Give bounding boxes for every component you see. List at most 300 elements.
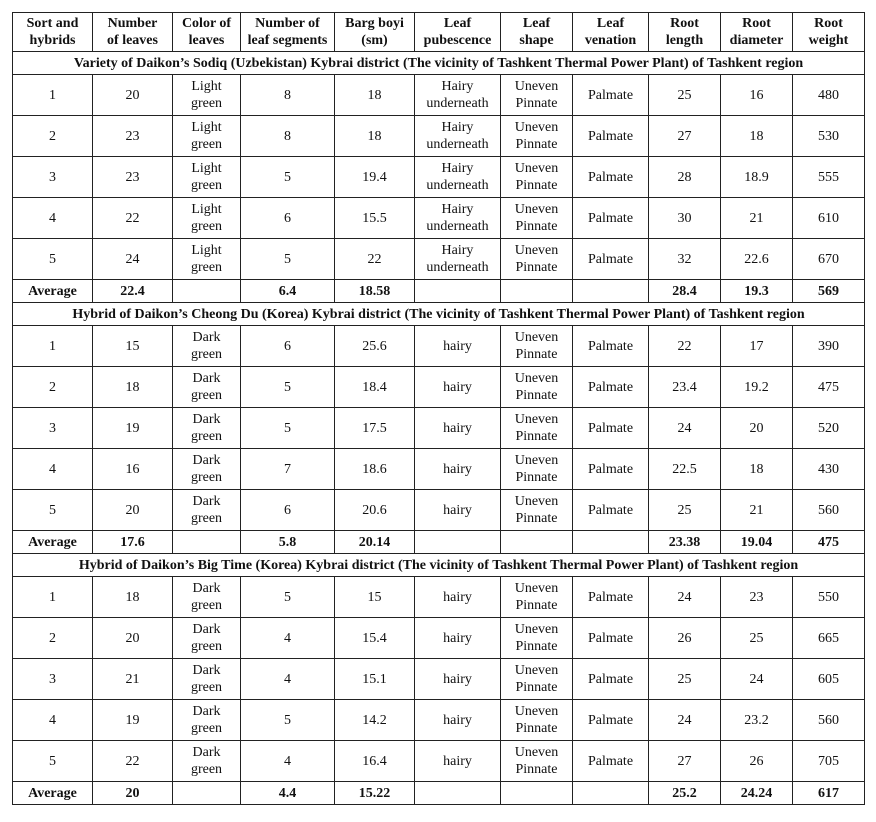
leaf-shape-cell-line: Pinnate xyxy=(515,680,558,695)
root-diameter-cell: 25 xyxy=(721,618,793,659)
leaf-pubescence-cell-line: hairy xyxy=(443,753,472,769)
root-weight-cell: 670 xyxy=(793,239,865,280)
root-length-cell: 24 xyxy=(649,700,721,741)
barg-boyi-cell: 18.6 xyxy=(335,449,415,490)
leaf-pubescence-cell xyxy=(415,367,501,408)
leaf-venation-cell: Palmate xyxy=(573,326,649,367)
root-diameter-cell: 23.2 xyxy=(721,700,793,741)
leaf-pubescence-cell-line: Hairy xyxy=(441,161,474,176)
sort-id-cell: 5 xyxy=(13,239,93,280)
column-header-line: Number of xyxy=(255,16,320,31)
root-weight-cell: 610 xyxy=(793,198,865,239)
leaf-color-cell-line: green xyxy=(190,721,223,736)
leaf-shape-cell-line: Uneven xyxy=(514,243,559,258)
leaf-segments-cell: 5 xyxy=(241,157,335,198)
header-row xyxy=(13,13,865,52)
leaf-pubescence-cell-line: Hairy xyxy=(441,243,474,258)
leaf-color-cell-line: Light xyxy=(191,161,222,176)
leaf-shape-cell xyxy=(501,449,573,490)
empty-cell xyxy=(501,280,573,303)
leaf-venation-cell: Palmate xyxy=(573,239,649,280)
leaf-venation-cell: Palmate xyxy=(573,490,649,531)
sort-id-cell: 5 xyxy=(13,490,93,531)
empty-cell xyxy=(573,531,649,554)
leaf-shape-cell xyxy=(501,408,573,449)
column-header xyxy=(173,13,241,52)
avg-diameter-cell: 19.04 xyxy=(721,531,793,554)
root-length-cell: 23.4 xyxy=(649,367,721,408)
leaf-color-cell xyxy=(173,659,241,700)
column-header-line: Leaf xyxy=(596,16,625,31)
section-row xyxy=(13,52,865,75)
leaf-color-cell-line: Dark xyxy=(192,704,221,719)
leaf-shape-cell-line: Pinnate xyxy=(515,721,558,736)
leaf-pubescence-cell xyxy=(415,700,501,741)
column-header-line: Leaf xyxy=(522,16,551,31)
leaf-segments-cell: 5 xyxy=(241,408,335,449)
barg-boyi-cell: 20.6 xyxy=(335,490,415,531)
leaf-pubescence-cell xyxy=(415,741,501,782)
leaf-venation-cell: Palmate xyxy=(573,659,649,700)
column-header-line: hybrids xyxy=(29,33,76,48)
leaf-shape-cell-line: Pinnate xyxy=(515,347,558,362)
leaf-color-cell-line: Light xyxy=(191,243,222,258)
leaf-color-cell-line: green xyxy=(190,219,223,234)
barg-boyi-cell: 15.4 xyxy=(335,618,415,659)
leaf-venation-cell: Palmate xyxy=(573,700,649,741)
leaf-pubescence-cell-line: hairy xyxy=(443,502,472,518)
barg-boyi-cell: 17.5 xyxy=(335,408,415,449)
root-weight-cell: 475 xyxy=(793,367,865,408)
column-header xyxy=(721,13,793,52)
leaf-pubescence-cell-line: underneath xyxy=(426,219,489,234)
leaf-shape-cell xyxy=(501,618,573,659)
column-header-line: length xyxy=(665,33,704,48)
leaf-segments-cell: 8 xyxy=(241,116,335,157)
empty-cell xyxy=(501,531,573,554)
avg-leaves-cell: 22.4 xyxy=(93,280,173,303)
section-title: Variety of Daikon’s Sodiq (Uzbekistan) Kybrai district (The vicinity of Tashkent Thermal Power Plant) of Tashkent region xyxy=(13,52,865,75)
root-weight-cell: 520 xyxy=(793,408,865,449)
empty-cell xyxy=(173,531,241,554)
leaf-color-cell-line: green xyxy=(190,96,223,111)
leaf-shape-cell-line: Uneven xyxy=(514,120,559,135)
avg-weight-cell: 617 xyxy=(793,782,865,805)
leaf-color-cell xyxy=(173,367,241,408)
leaf-shape-cell-line: Pinnate xyxy=(515,598,558,613)
avg-weight-cell: 475 xyxy=(793,531,865,554)
daikon-comparison-table xyxy=(12,12,865,805)
leaf-venation-cell: Palmate xyxy=(573,75,649,116)
section-row xyxy=(13,554,865,577)
leaf-pubescence-cell xyxy=(415,408,501,449)
sort-id-cell: 5 xyxy=(13,741,93,782)
table-row xyxy=(13,326,865,367)
root-weight-cell: 705 xyxy=(793,741,865,782)
barg-boyi-cell: 15 xyxy=(335,577,415,618)
column-header xyxy=(649,13,721,52)
root-diameter-cell: 26 xyxy=(721,741,793,782)
leaf-color-cell-line: green xyxy=(190,178,223,193)
column-header-line: Root xyxy=(742,16,771,31)
sort-id-cell: 4 xyxy=(13,449,93,490)
avg-barg-cell: 15.22 xyxy=(335,782,415,805)
leaf-segments-cell: 4 xyxy=(241,618,335,659)
root-diameter-cell: 16 xyxy=(721,75,793,116)
column-header-line: (sm) xyxy=(361,33,388,48)
avg-barg-cell: 20.14 xyxy=(335,531,415,554)
table-row xyxy=(13,239,865,280)
leaf-shape-cell-line: Pinnate xyxy=(515,96,558,111)
leaf-shape-cell xyxy=(501,198,573,239)
leaf-color-cell xyxy=(173,239,241,280)
sort-id-cell: 2 xyxy=(13,367,93,408)
table-row xyxy=(13,367,865,408)
leaves-count-cell: 23 xyxy=(93,157,173,198)
leaves-count-cell: 15 xyxy=(93,326,173,367)
leaf-color-cell-line: green xyxy=(190,511,223,526)
root-length-cell: 25 xyxy=(649,659,721,700)
leaves-count-cell: 21 xyxy=(93,659,173,700)
column-header-line: Barg boyi xyxy=(345,16,404,31)
leaf-color-cell-line: green xyxy=(190,347,223,362)
empty-cell xyxy=(173,280,241,303)
leaf-color-cell-line: green xyxy=(190,137,223,152)
leaves-count-cell: 18 xyxy=(93,577,173,618)
leaf-color-cell-line: Dark xyxy=(192,622,221,637)
leaf-pubescence-cell xyxy=(415,239,501,280)
leaf-pubescence-cell xyxy=(415,618,501,659)
leaf-color-cell xyxy=(173,700,241,741)
root-diameter-cell: 22.6 xyxy=(721,239,793,280)
empty-cell xyxy=(415,782,501,805)
leaf-segments-cell: 4 xyxy=(241,741,335,782)
sort-id-cell: 3 xyxy=(13,157,93,198)
table-row xyxy=(13,157,865,198)
leaf-pubescence-cell-line: hairy xyxy=(443,379,472,395)
leaf-pubescence-cell-line: Hairy xyxy=(441,202,474,217)
leaf-venation-cell: Palmate xyxy=(573,618,649,659)
empty-cell xyxy=(415,531,501,554)
column-header xyxy=(415,13,501,52)
leaf-shape-cell-line: Uneven xyxy=(514,453,559,468)
barg-boyi-cell: 15.1 xyxy=(335,659,415,700)
empty-cell xyxy=(501,782,573,805)
leaf-segments-cell: 4 xyxy=(241,659,335,700)
root-weight-cell: 560 xyxy=(793,700,865,741)
column-header xyxy=(793,13,865,52)
root-length-cell: 30 xyxy=(649,198,721,239)
sort-id-cell: 1 xyxy=(13,75,93,116)
root-length-cell: 27 xyxy=(649,741,721,782)
column-header-line: venation xyxy=(584,33,637,48)
leaf-pubescence-cell-line: hairy xyxy=(443,671,472,687)
leaf-pubescence-cell xyxy=(415,157,501,198)
leaf-color-cell-line: Dark xyxy=(192,453,221,468)
leaf-shape-cell-line: Pinnate xyxy=(515,178,558,193)
leaf-pubescence-cell-line: hairy xyxy=(443,420,472,436)
leaf-segments-cell: 5 xyxy=(241,577,335,618)
avg-length-cell: 28.4 xyxy=(649,280,721,303)
section-title: Hybrid of Daikon’s Big Time (Korea) Kybrai district (The vicinity of Tashkent Thermal Power Plant) of Tashkent region xyxy=(13,554,865,577)
leaf-shape-cell-line: Pinnate xyxy=(515,429,558,444)
avg-segments-cell: 5.8 xyxy=(241,531,335,554)
leaves-count-cell: 20 xyxy=(93,618,173,659)
leaf-shape-cell xyxy=(501,659,573,700)
avg-segments-cell: 4.4 xyxy=(241,782,335,805)
leaf-pubescence-cell-line: underneath xyxy=(426,96,489,111)
average-label: Average xyxy=(13,531,93,554)
table-row xyxy=(13,116,865,157)
average-row xyxy=(13,782,865,805)
root-length-cell: 26 xyxy=(649,618,721,659)
leaf-shape-cell-line: Uneven xyxy=(514,79,559,94)
leaf-segments-cell: 5 xyxy=(241,239,335,280)
column-header xyxy=(93,13,173,52)
root-length-cell: 22 xyxy=(649,326,721,367)
column-header-line: Color of xyxy=(181,16,232,31)
leaf-shape-cell xyxy=(501,326,573,367)
table-row xyxy=(13,700,865,741)
root-weight-cell: 665 xyxy=(793,618,865,659)
column-header-line: leaf segments xyxy=(247,33,328,48)
leaf-shape-cell-line: Uneven xyxy=(514,494,559,509)
section-row xyxy=(13,303,865,326)
leaf-color-cell-line: green xyxy=(190,260,223,275)
root-length-cell: 28 xyxy=(649,157,721,198)
root-weight-cell: 480 xyxy=(793,75,865,116)
column-header-line: shape xyxy=(519,33,554,48)
leaf-shape-cell-line: Uneven xyxy=(514,412,559,427)
column-header-line: Root xyxy=(670,16,699,31)
avg-segments-cell: 6.4 xyxy=(241,280,335,303)
leaves-count-cell: 23 xyxy=(93,116,173,157)
column-header-line: Root xyxy=(814,16,843,31)
leaf-color-cell-line: Dark xyxy=(192,330,221,345)
leaf-venation-cell: Palmate xyxy=(573,116,649,157)
root-weight-cell: 530 xyxy=(793,116,865,157)
empty-cell xyxy=(173,782,241,805)
leaf-shape-cell-line: Pinnate xyxy=(515,219,558,234)
leaf-color-cell xyxy=(173,490,241,531)
leaf-pubescence-cell xyxy=(415,449,501,490)
leaves-count-cell: 18 xyxy=(93,367,173,408)
root-length-cell: 24 xyxy=(649,577,721,618)
root-diameter-cell: 20 xyxy=(721,408,793,449)
root-diameter-cell: 23 xyxy=(721,577,793,618)
table-body xyxy=(13,52,865,805)
average-label: Average xyxy=(13,782,93,805)
avg-leaves-cell: 20 xyxy=(93,782,173,805)
avg-length-cell: 25.2 xyxy=(649,782,721,805)
leaf-venation-cell: Palmate xyxy=(573,157,649,198)
barg-boyi-cell: 18 xyxy=(335,116,415,157)
sort-id-cell: 3 xyxy=(13,659,93,700)
leaf-venation-cell: Palmate xyxy=(573,367,649,408)
sort-id-cell: 1 xyxy=(13,577,93,618)
leaf-pubescence-cell-line: Hairy xyxy=(441,79,474,94)
leaf-color-cell xyxy=(173,449,241,490)
leaf-shape-cell xyxy=(501,367,573,408)
leaf-venation-cell: Palmate xyxy=(573,577,649,618)
root-diameter-cell: 21 xyxy=(721,198,793,239)
leaf-shape-cell xyxy=(501,75,573,116)
root-diameter-cell: 24 xyxy=(721,659,793,700)
leaf-color-cell xyxy=(173,741,241,782)
leaf-shape-cell-line: Uneven xyxy=(514,161,559,176)
avg-diameter-cell: 19.3 xyxy=(721,280,793,303)
leaf-segments-cell: 5 xyxy=(241,367,335,408)
average-row xyxy=(13,531,865,554)
leaf-color-cell-line: green xyxy=(190,598,223,613)
table-row xyxy=(13,659,865,700)
column-header-line: leaves xyxy=(188,33,225,48)
barg-boyi-cell: 22 xyxy=(335,239,415,280)
barg-boyi-cell: 18.4 xyxy=(335,367,415,408)
leaf-pubescence-cell-line: Hairy xyxy=(441,120,474,135)
leaf-shape-cell-line: Pinnate xyxy=(515,470,558,485)
leaf-shape-cell-line: Uneven xyxy=(514,622,559,637)
leaf-shape-cell-line: Uneven xyxy=(514,704,559,719)
leaf-color-cell-line: Light xyxy=(191,202,222,217)
leaves-count-cell: 16 xyxy=(93,449,173,490)
leaf-color-cell-line: Light xyxy=(191,79,222,94)
leaf-color-cell xyxy=(173,198,241,239)
leaf-pubescence-cell-line: hairy xyxy=(443,630,472,646)
leaf-color-cell xyxy=(173,116,241,157)
leaf-venation-cell: Palmate xyxy=(573,741,649,782)
sort-id-cell: 1 xyxy=(13,326,93,367)
sort-id-cell: 3 xyxy=(13,408,93,449)
leaf-shape-cell-line: Uneven xyxy=(514,371,559,386)
column-header-line: Sort and xyxy=(26,16,79,31)
leaf-shape-cell-line: Uneven xyxy=(514,581,559,596)
avg-diameter-cell: 24.24 xyxy=(721,782,793,805)
leaf-color-cell-line: Dark xyxy=(192,371,221,386)
leaf-segments-cell: 7 xyxy=(241,449,335,490)
leaf-pubescence-cell-line: hairy xyxy=(443,712,472,728)
barg-boyi-cell: 14.2 xyxy=(335,700,415,741)
table-row xyxy=(13,618,865,659)
leaf-pubescence-cell xyxy=(415,490,501,531)
average-row xyxy=(13,280,865,303)
column-header-line: pubescence xyxy=(423,33,492,48)
leaf-color-cell-line: green xyxy=(190,429,223,444)
root-length-cell: 24 xyxy=(649,408,721,449)
leaf-shape-cell xyxy=(501,741,573,782)
leaf-shape-cell-line: Pinnate xyxy=(515,762,558,777)
average-label: Average xyxy=(13,280,93,303)
sort-id-cell: 4 xyxy=(13,700,93,741)
leaf-pubescence-cell xyxy=(415,198,501,239)
column-header xyxy=(335,13,415,52)
leaf-pubescence-cell-line: hairy xyxy=(443,338,472,354)
leaf-venation-cell: Palmate xyxy=(573,198,649,239)
sort-id-cell: 2 xyxy=(13,116,93,157)
leaf-color-cell xyxy=(173,157,241,198)
leaf-shape-cell-line: Pinnate xyxy=(515,639,558,654)
root-weight-cell: 430 xyxy=(793,449,865,490)
leaf-pubescence-cell xyxy=(415,326,501,367)
empty-cell xyxy=(573,782,649,805)
leaf-color-cell-line: Light xyxy=(191,120,222,135)
root-weight-cell: 560 xyxy=(793,490,865,531)
leaf-color-cell-line: Dark xyxy=(192,581,221,596)
root-diameter-cell: 21 xyxy=(721,490,793,531)
leaf-pubescence-cell xyxy=(415,116,501,157)
root-weight-cell: 390 xyxy=(793,326,865,367)
column-header-line: Leaf xyxy=(443,16,472,31)
leaf-color-cell xyxy=(173,618,241,659)
leaf-shape-cell-line: Uneven xyxy=(514,663,559,678)
leaf-pubescence-cell-line: underneath xyxy=(426,137,489,152)
leaf-pubescence-cell-line: underneath xyxy=(426,260,489,275)
root-diameter-cell: 17 xyxy=(721,326,793,367)
leaf-color-cell-line: green xyxy=(190,762,223,777)
leaf-color-cell-line: Dark xyxy=(192,412,221,427)
section-title: Hybrid of Daikon’s Cheong Du (Korea) Kybrai district (The vicinity of Tashkent Thermal Power Plant) of Tashkent region xyxy=(13,303,865,326)
table-row xyxy=(13,75,865,116)
leaf-pubescence-cell-line: underneath xyxy=(426,178,489,193)
root-weight-cell: 555 xyxy=(793,157,865,198)
root-length-cell: 25 xyxy=(649,490,721,531)
avg-weight-cell: 569 xyxy=(793,280,865,303)
leaf-segments-cell: 6 xyxy=(241,490,335,531)
leaf-shape-cell xyxy=(501,239,573,280)
leaf-color-cell-line: green xyxy=(190,388,223,403)
leaf-venation-cell: Palmate xyxy=(573,408,649,449)
leaves-count-cell: 22 xyxy=(93,198,173,239)
leaf-shape-cell-line: Uneven xyxy=(514,330,559,345)
root-weight-cell: 605 xyxy=(793,659,865,700)
leaf-pubescence-cell xyxy=(415,75,501,116)
leaf-shape-cell xyxy=(501,700,573,741)
leaf-color-cell-line: Dark xyxy=(192,494,221,509)
table-row xyxy=(13,490,865,531)
leaf-color-cell-line: green xyxy=(190,680,223,695)
leaf-color-cell-line: Dark xyxy=(192,663,221,678)
leaf-pubescence-cell-line: hairy xyxy=(443,589,472,605)
leaf-shape-cell-line: Pinnate xyxy=(515,260,558,275)
leaf-shape-cell xyxy=(501,116,573,157)
leaf-shape-cell-line: Uneven xyxy=(514,202,559,217)
table-row xyxy=(13,741,865,782)
column-header-line: Number xyxy=(107,16,158,31)
leaf-color-cell xyxy=(173,75,241,116)
column-header xyxy=(501,13,573,52)
leaves-count-cell: 20 xyxy=(93,490,173,531)
leaf-shape-cell-line: Pinnate xyxy=(515,388,558,403)
leaf-segments-cell: 6 xyxy=(241,198,335,239)
root-diameter-cell: 18 xyxy=(721,116,793,157)
empty-cell xyxy=(415,280,501,303)
leaf-shape-cell-line: Pinnate xyxy=(515,137,558,152)
leaves-count-cell: 24 xyxy=(93,239,173,280)
column-header-line: diameter xyxy=(729,33,784,48)
leaf-shape-cell xyxy=(501,157,573,198)
leaf-color-cell-line: Dark xyxy=(192,745,221,760)
leaf-segments-cell: 5 xyxy=(241,700,335,741)
root-length-cell: 32 xyxy=(649,239,721,280)
table-row xyxy=(13,198,865,239)
column-header xyxy=(573,13,649,52)
empty-cell xyxy=(573,280,649,303)
barg-boyi-cell: 16.4 xyxy=(335,741,415,782)
leaves-count-cell: 19 xyxy=(93,700,173,741)
root-length-cell: 22.5 xyxy=(649,449,721,490)
leaf-shape-cell-line: Pinnate xyxy=(515,511,558,526)
sort-id-cell: 2 xyxy=(13,618,93,659)
